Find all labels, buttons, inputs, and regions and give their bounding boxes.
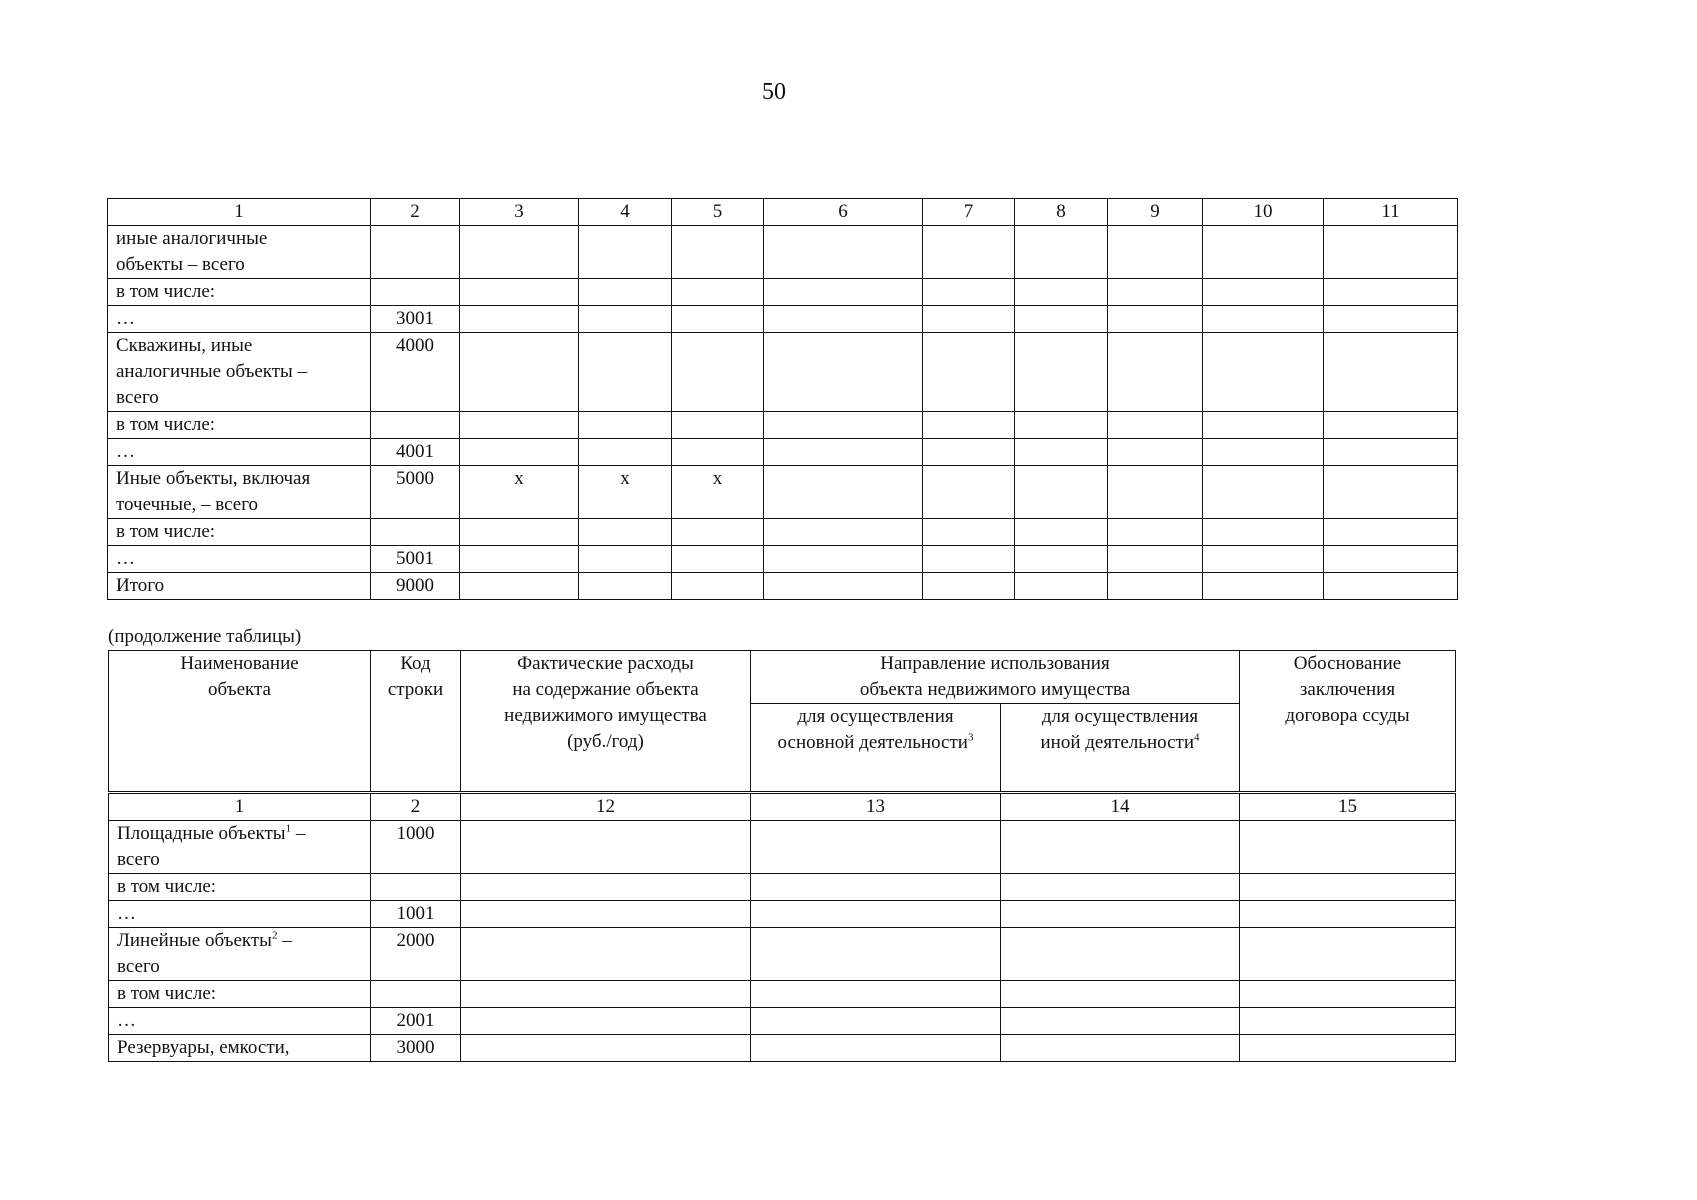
cell [1324,226,1458,279]
cell [923,519,1015,546]
cell [460,412,579,439]
cell [460,333,579,412]
row-name-suffix: – всего [117,823,306,870]
table-row [109,1008,1456,1035]
cell [1108,333,1203,412]
row-name: в том числе: [108,519,371,546]
cell [1015,226,1108,279]
cell [764,412,923,439]
table-row [108,333,1458,412]
row-code: 4000 [371,333,460,412]
cell [764,439,923,466]
row-code [371,279,460,306]
column-number: 2 [371,794,461,821]
row-name: Иные объекты, включая точечные, – всего [108,466,371,519]
column-number: 10 [1203,199,1324,226]
cell [1240,1035,1456,1062]
cell [764,466,923,519]
cell [1203,279,1324,306]
header-direction: Направление использования объекта недвижимого имущества [751,651,1240,704]
header-other-activity-label: для осуществления иной деятельности [1040,706,1199,753]
cell [1324,573,1458,600]
table-row [109,821,1456,874]
cell [1015,546,1108,573]
row-name-suffix: – всего [117,930,292,977]
row-code: 3001 [371,306,460,333]
row-code [371,519,460,546]
cell [579,333,672,412]
row-name [109,928,371,981]
cell [1108,226,1203,279]
row-name-text: Площадные объекты [117,823,286,844]
cell [672,412,764,439]
cell [672,573,764,600]
cell [460,546,579,573]
cell [1324,546,1458,573]
cell [1015,306,1108,333]
cell [579,306,672,333]
column-number-row [109,794,1456,821]
cell [764,546,923,573]
column-number: 3 [460,199,579,226]
footnote-mark: 4 [1194,731,1200,744]
column-number: 1 [108,199,371,226]
cell [1203,439,1324,466]
cell [751,901,1001,928]
cell [672,279,764,306]
cell [1240,1008,1456,1035]
column-number: 8 [1015,199,1108,226]
cell [1108,466,1203,519]
cell [1240,874,1456,901]
cell [579,279,672,306]
cell [923,412,1015,439]
row-code: 4001 [371,439,460,466]
row-code [371,981,461,1008]
table-row [108,279,1458,306]
cell [923,466,1015,519]
header-code: Код строки [371,651,461,792]
row-name-text: Резервуары, емкости, [117,1037,290,1058]
header-main-activity-label: для осуществления основной деятельности [777,706,968,753]
cell [579,439,672,466]
cell [460,439,579,466]
cell [672,306,764,333]
row-name [109,981,371,1008]
row-name-text: в том числе: [117,983,217,1004]
cell [579,546,672,573]
row-name-text: Линейные объекты [117,930,272,951]
cell [672,519,764,546]
table-row [108,439,1458,466]
table-row [109,928,1456,981]
header-name: Наименование объекта [109,651,371,792]
cell [1015,573,1108,600]
cell [764,226,923,279]
header-basis: Обоснование заключения договора ссуды [1240,651,1456,792]
cell [1108,306,1203,333]
row-name: в том числе: [108,279,371,306]
header-other-activity [1001,704,1240,792]
cell [1001,1008,1240,1035]
cell [751,928,1001,981]
row-code [371,226,460,279]
table-row [108,412,1458,439]
column-number: 12 [461,794,751,821]
cell [923,279,1015,306]
cell [764,279,923,306]
column-number: 13 [751,794,1001,821]
table-row [109,901,1456,928]
cell [461,821,751,874]
cell [460,573,579,600]
row-name [109,821,371,874]
cell [579,226,672,279]
cell [923,573,1015,600]
cell [1203,466,1324,519]
cell: x [579,466,672,519]
cell: x [672,466,764,519]
cell [1240,901,1456,928]
row-name [109,1008,371,1035]
table-row [108,226,1458,279]
cell [461,1008,751,1035]
cell [1324,466,1458,519]
cell [461,874,751,901]
cell [460,519,579,546]
cell [1240,821,1456,874]
cell [1108,519,1203,546]
row-code [371,412,460,439]
column-number: 9 [1108,199,1203,226]
column-number: 5 [672,199,764,226]
cell [764,306,923,333]
cell [672,546,764,573]
cell [1203,573,1324,600]
cell [1324,333,1458,412]
cell [1203,412,1324,439]
cell [751,1008,1001,1035]
row-code: 1000 [371,821,461,874]
cell [1001,901,1240,928]
cell [1108,279,1203,306]
table-row [109,874,1456,901]
row-name-text: в том числе: [117,876,217,897]
row-name: Скважины, иные аналогичные объекты – всего [108,333,371,412]
cell [923,439,1015,466]
table-row [109,981,1456,1008]
column-number: 11 [1324,199,1458,226]
row-code: 5001 [371,546,460,573]
cell [1015,439,1108,466]
row-code: 9000 [371,573,460,600]
continuation-caption: (продолжение таблицы) [108,626,302,647]
row-name [109,1035,371,1062]
column-number: 7 [923,199,1015,226]
cell [1240,981,1456,1008]
page-number: 50 [762,79,786,105]
cell [1203,226,1324,279]
cell [1324,439,1458,466]
row-code: 2000 [371,928,461,981]
column-number-row [108,199,1458,226]
cell [1001,874,1240,901]
cell [751,874,1001,901]
row-code: 5000 [371,466,460,519]
cell [1108,412,1203,439]
cell [751,821,1001,874]
cell [1001,928,1240,981]
cell [579,519,672,546]
table-top [107,198,1458,600]
row-name: … [108,546,371,573]
cell [672,226,764,279]
footnote-mark: 2 [271,929,278,942]
row-name-text: … [117,1010,136,1031]
cell [1015,412,1108,439]
table-row [108,306,1458,333]
cell [579,573,672,600]
column-number: 14 [1001,794,1240,821]
cell [460,226,579,279]
cell [672,439,764,466]
cell [1015,466,1108,519]
row-name: Итого [108,573,371,600]
cell [1001,1035,1240,1062]
row-name: … [108,306,371,333]
cell [764,519,923,546]
cell [1108,573,1203,600]
footnote-mark: 3 [967,731,974,744]
cell [460,279,579,306]
cell [1108,439,1203,466]
row-code: 3000 [371,1035,461,1062]
cell [1001,821,1240,874]
row-name: … [108,439,371,466]
cell [579,412,672,439]
cell [461,1035,751,1062]
row-name [109,901,371,928]
cell [1203,306,1324,333]
cell [672,333,764,412]
column-number: 4 [579,199,672,226]
row-name: в том числе: [108,412,371,439]
row-name-text: … [117,903,136,924]
header-main-activity [751,704,1001,792]
cell [764,573,923,600]
cell [461,901,751,928]
cell [1108,546,1203,573]
column-number: 2 [371,199,460,226]
cell [1001,981,1240,1008]
cell [751,981,1001,1008]
table-continuation-body [108,793,1456,1062]
cell [1240,928,1456,981]
cell [1015,279,1108,306]
column-number: 6 [764,199,923,226]
cell [1015,333,1108,412]
cell [1203,546,1324,573]
cell [1324,519,1458,546]
footnote-mark: 1 [285,822,292,835]
cell [1324,279,1458,306]
cell [923,226,1015,279]
table-continuation-header [108,650,1456,792]
cell [1015,519,1108,546]
cell [1203,519,1324,546]
cell: x [460,466,579,519]
row-code: 1001 [371,901,461,928]
cell [1324,412,1458,439]
cell [461,981,751,1008]
column-number: 15 [1240,794,1456,821]
cell [764,333,923,412]
cell [923,333,1015,412]
cell [923,306,1015,333]
cell [461,928,751,981]
cell [1324,306,1458,333]
row-code: 2001 [371,1008,461,1035]
cell [460,306,579,333]
cell [923,546,1015,573]
table-row [108,519,1458,546]
cell [1203,333,1324,412]
column-number: 1 [109,794,371,821]
table-row [108,546,1458,573]
row-code [371,874,461,901]
row-name: иные аналогичные объекты – всего [108,226,371,279]
row-name [109,874,371,901]
table-row [108,573,1458,600]
table-row [108,466,1458,519]
header-expenses: Фактические расходы на содержание объекта недвижимого имущества (руб./год) [461,651,751,792]
cell [751,1035,1001,1062]
table-row [109,1035,1456,1062]
